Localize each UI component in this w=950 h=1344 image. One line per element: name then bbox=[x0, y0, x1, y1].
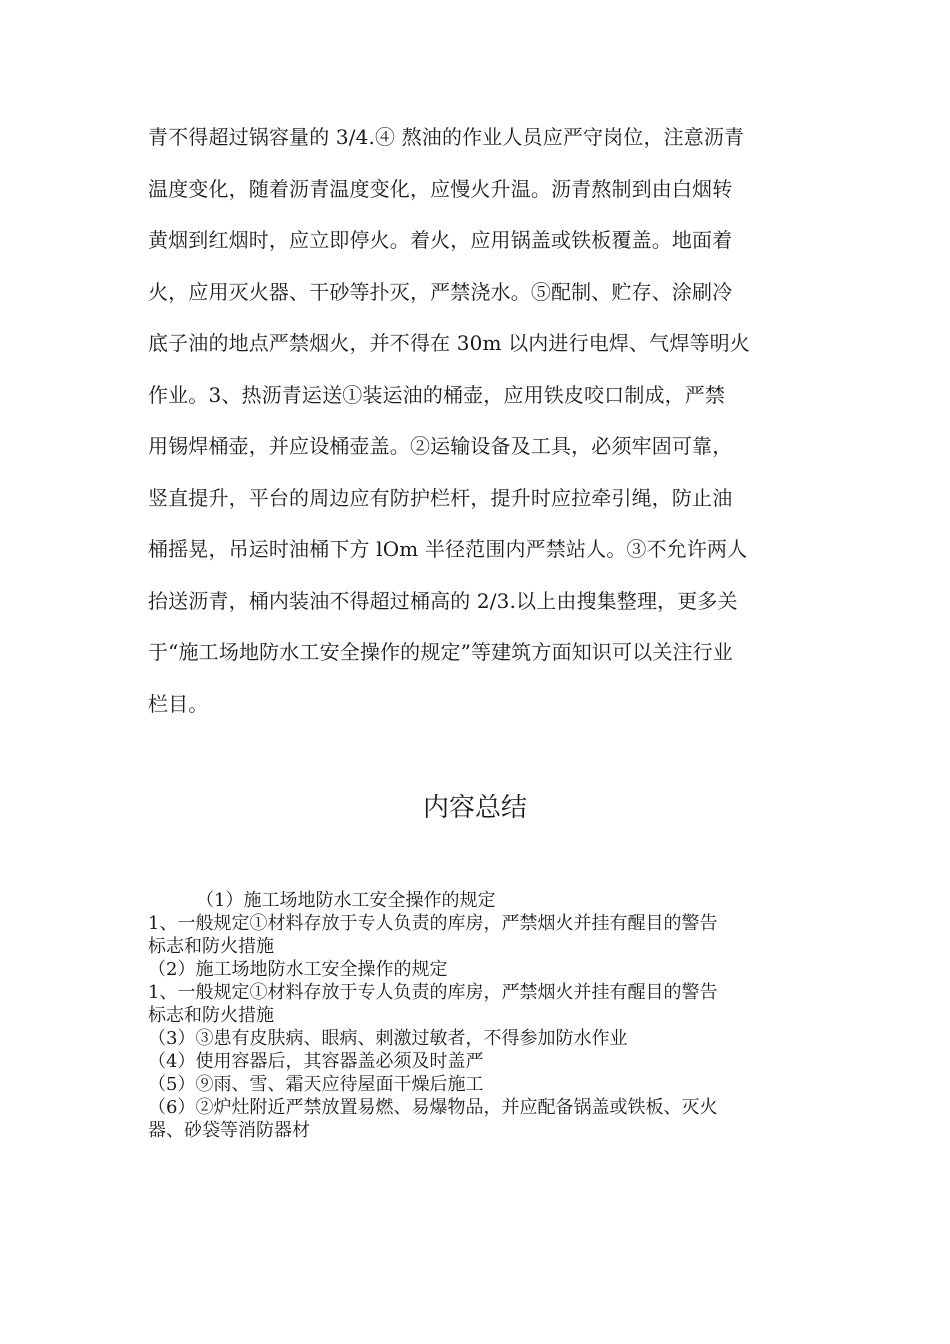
body-line: 于“施工场地防水工安全操作的规定”等建筑方面知识可以关注行业 bbox=[148, 640, 733, 664]
summary-title: 内容总结 bbox=[422, 793, 527, 823]
body-line: 栏目。 bbox=[148, 691, 209, 716]
body-line: 底子油的地点严禁烟火，并不得在 30m 以内进行电焊、气焊等明火 bbox=[148, 331, 750, 355]
summary-item: （3）③患有皮肤病、眼病、刺激过敏者，不得参加防水作业 bbox=[148, 1028, 628, 1049]
body-line: 温度变化，随着沥青温度变化，应慢火升温。沥青熬制到由白烟转 bbox=[148, 176, 733, 201]
summary-item: （5）⑨雨、雪、霜天应待屋面干燥后施工 bbox=[148, 1074, 484, 1095]
summary-list bbox=[148, 889, 808, 1142]
body-line: 桶摇晃，吊运时油桶下方 lOm 半径范围内严禁站人。③不允许两人 bbox=[148, 537, 748, 561]
summary-item: 1、一般规定①材料存放于专人负责的库房，严禁烟火并挂有醒目的警告 bbox=[148, 982, 718, 1003]
summary-item: 标志和防火措施 bbox=[148, 1005, 274, 1026]
body-line: 火，应用灭火器、干砂等扑灭，严禁浇水。⑤配制、贮存、涂刷冷 bbox=[148, 279, 733, 304]
body-line: 青不得超过锅容量的 3/4.④ 熬油的作业人员应严守岗位，注意沥青 bbox=[148, 125, 745, 149]
body-line: 用锡焊桶壶，并应设桶壶盖。②运输设备及工具，必须牢固可靠， bbox=[148, 434, 733, 458]
summary-item: （2）施工场地防水工安全操作的规定 bbox=[148, 959, 448, 980]
body-line: 作业。3、热沥青运送①装运油的桶壶，应用铁皮咬口制成，严禁 bbox=[148, 382, 726, 407]
body-line: 竖直提升，平台的周边应有防护栏杆，提升时应拉牵引绳，防止油 bbox=[148, 485, 733, 510]
summary-item: （4）使用容器后，其容器盖必须及时盖严 bbox=[148, 1051, 484, 1072]
summary-item: 标志和防火措施 bbox=[148, 936, 274, 957]
body-line: 抬送沥青，桶内装油不得超过桶高的 2/3.以上由搜集整理，更多关 bbox=[148, 588, 738, 613]
body-paragraph bbox=[148, 112, 803, 730]
summary-item: 器、砂袋等消防器材 bbox=[148, 1120, 310, 1141]
summary-item: 1、一般规定①材料存放于专人负责的库房，严禁烟火并挂有醒目的警告 bbox=[148, 913, 718, 934]
body-line: 黄烟到红烟时，应立即停火。着火，应用锅盖或铁板覆盖。地面着 bbox=[148, 228, 733, 252]
summary-item: （1）施工场地防水工安全操作的规定 bbox=[196, 890, 496, 911]
summary-item: （6）②炉灶附近严禁放置易燃、易爆物品，并应配备锅盖或铁板、灭火 bbox=[148, 1097, 718, 1118]
